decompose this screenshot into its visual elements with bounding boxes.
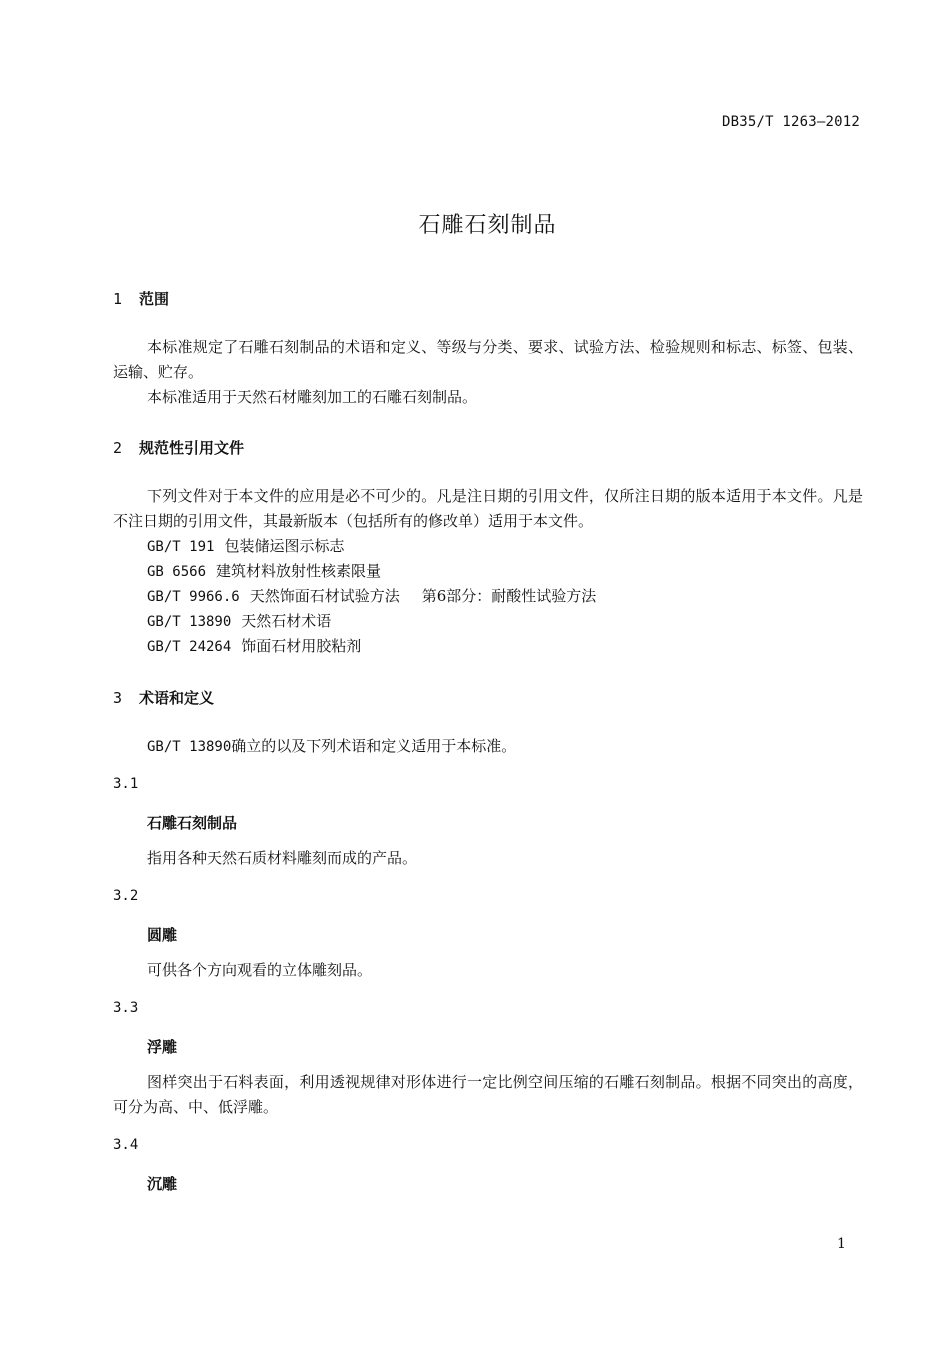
section-number: 3 <box>113 689 123 707</box>
reference-item <box>147 535 344 556</box>
reference-code: GB/T 191 <box>147 539 215 555</box>
term-number: 3.2 <box>113 888 139 904</box>
section-number: 2 <box>113 439 123 457</box>
section-1-paragraph-1: 本标准规定了石雕石刻制品的术语和定义、等级与分类、要求、试验方法、检验规则和标志、标签、包装、运输、贮存。 <box>113 338 863 381</box>
reference-title: 天然饰面石材试验方法 <box>249 587 400 605</box>
term-name: 沉雕 <box>147 1175 178 1193</box>
term-name: 浮雕 <box>147 1038 178 1056</box>
section-title: 术语和定义 <box>139 689 215 707</box>
reference-item <box>147 585 596 606</box>
reference-title: 饰面石材用胶粘剂 <box>241 637 362 655</box>
term-number: 3.3 <box>113 1000 139 1016</box>
term-definition: 图样突出于石料表面，利用透视规律对形体进行一定比例空间压缩的石雕石刻制品。根据不同突出的高度，可分为高、中、低浮雕。 <box>113 1073 863 1116</box>
section-1-heading <box>113 288 169 309</box>
term-number: 3.4 <box>113 1137 139 1153</box>
reference-item <box>147 635 361 656</box>
term-definition: 可供各个方向观看的立体雕刻品。 <box>147 961 373 979</box>
page-title: 石雕石刻制品 <box>418 213 557 238</box>
reference-title: 天然石材术语 <box>241 612 332 630</box>
intro-reference-code: GB/T 13890 <box>147 739 232 755</box>
reference-code: GB/T 9966.6 <box>147 589 240 605</box>
section-number: 1 <box>113 290 123 308</box>
term-definition: 指用各种天然石质材料雕刻而成的产品。 <box>147 849 418 867</box>
reference-item <box>147 560 381 581</box>
term-name: 石雕石刻制品 <box>147 814 238 832</box>
section-1-paragraph-2: 本标准适用于天然石材雕刻加工的石雕石刻制品。 <box>147 388 478 406</box>
reference-code: GB 6566 <box>147 564 207 580</box>
section-2-paragraph-1: 下列文件对于本文件的应用是必不可少的。凡是注日期的引用文件，仅所注日期的版本适用于本文件。凡是不注日期的引用文件，其最新版本（包括所有的修改单）适用于本文件。 <box>113 487 863 530</box>
term-name: 圆雕 <box>147 926 178 944</box>
reference-item <box>147 610 331 631</box>
page-number: 1 <box>837 1236 846 1252</box>
reference-code: GB/T 13890 <box>147 614 232 630</box>
reference-extra: 第6部分：耐酸性试验方法 <box>421 587 597 605</box>
section-title: 规范性引用文件 <box>139 439 245 457</box>
term-number: 3.1 <box>113 776 139 792</box>
section-2-heading <box>113 437 244 458</box>
reference-title: 包装储运图示标志 <box>224 537 345 555</box>
section-3-intro <box>147 734 516 760</box>
section-3-heading <box>113 687 214 708</box>
reference-title: 建筑材料放射性核素限量 <box>216 562 382 580</box>
reference-code: GB/T 24264 <box>147 639 232 655</box>
intro-text: 确立的以及下列术语和定义适用于本标准。 <box>231 737 517 755</box>
standard-code: DB35/T 1263—2012 <box>721 114 860 130</box>
section-title: 范围 <box>139 290 170 308</box>
